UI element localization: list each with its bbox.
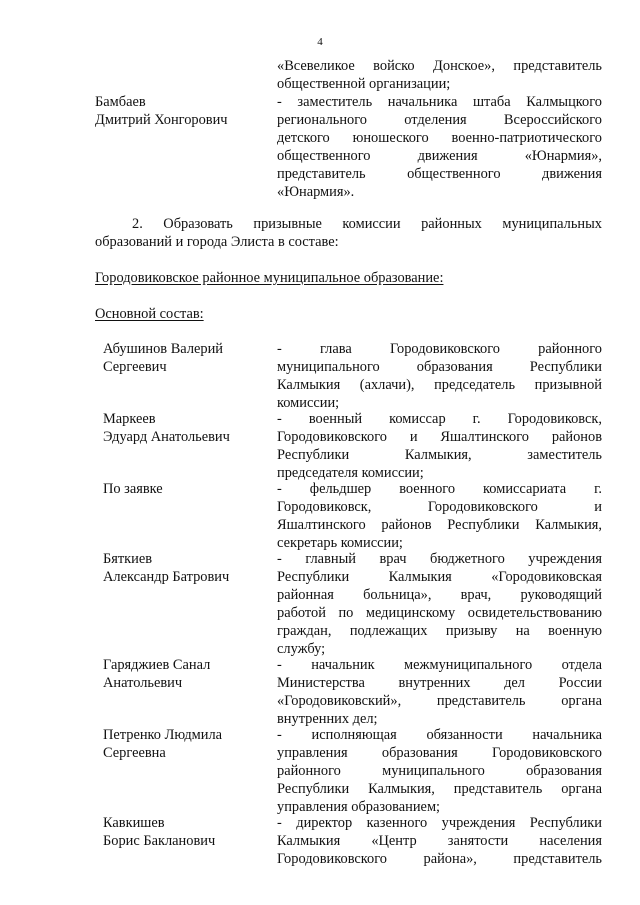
member-role-line: Республики Калмыкия «Городовиковская (277, 569, 602, 585)
member-role-line: - главный врач бюджетного учреждения (277, 551, 602, 567)
member-role-line: Республики Калмыкия, заместитель (277, 447, 602, 463)
item-2-line: образований и города Элиста в составе: (95, 234, 339, 250)
member-role-line: службу; (277, 641, 326, 657)
member-name: Кавкишев (103, 815, 165, 831)
member-role-line: внутренних дел; (277, 711, 378, 727)
member-role-line: Яшалтинского районов Республики Калмыкия, (277, 517, 602, 533)
member-role-line: районного муниципального образования (277, 763, 602, 779)
member-name: Бамбаев (95, 94, 146, 110)
member-role-line: «Городовиковский», представитель органа (277, 693, 602, 709)
member-role-line: «Юнармия». (277, 184, 355, 200)
member-name: Анатольевич (103, 675, 183, 691)
member-role-line: Калмыкия «Центр занятости населения (277, 833, 602, 849)
member-role-line: Городовиковского района», представитель (277, 851, 602, 867)
member-role-line: граждан, подлежащих призыву на военную (277, 623, 602, 639)
member-role-line: работой по медицинскому освидетельствованию (277, 605, 602, 621)
member-name: Маркеев (103, 411, 156, 427)
member-role-line: Министерства внутренних дел России (277, 675, 602, 691)
continuation-line: общественной организации; (277, 76, 451, 92)
member-role-line: - глава Городовиковского районного (277, 341, 602, 357)
member-name: Эдуард Анатольевич (103, 429, 230, 445)
member-role-line: Калмыкия (ахлачи), председатель призывной (277, 377, 602, 393)
member-role-line: представитель общественного движения (277, 166, 602, 182)
member-role-line: - фельдшер военного комиссариата г. (277, 481, 602, 497)
member-role-line: - директор казенного учреждения Республики (277, 815, 602, 831)
member-name: Сергеевна (103, 745, 166, 761)
member-role-line: общественного движения «Юнармия», (277, 148, 602, 164)
member-role-line: Городовиковского и Яшалтинского районов (277, 429, 602, 445)
section-heading: Городовиковское районное муниципальное образование: (95, 270, 444, 286)
item-2-line: 2. Образовать призывные комиссии районных муниципальных (132, 216, 602, 232)
member-role-line: - исполняющая обязанности начальника (277, 727, 602, 743)
member-name: Сергеевич (103, 359, 167, 375)
continuation-line: «Всевеликое войско Донское», представитель (277, 58, 602, 74)
member-role-line: районная больница», врач, руководящий (277, 587, 602, 603)
member-name: Дмитрий Хонгорович (95, 112, 228, 128)
member-name: Борис Бакланович (103, 833, 216, 849)
member-name: Петренко Людмила (103, 727, 223, 743)
member-role-line: - военный комиссар г. Городовиковск, (277, 411, 602, 427)
member-role-line: управления образования Городовиковского (277, 745, 602, 761)
member-role-line: секретарь комиссии; (277, 535, 403, 551)
member-role-line: председателя комиссии; (277, 465, 424, 481)
member-role-line: комиссии; (277, 395, 340, 411)
member-role-line: Республики Калмыкия, представитель органа (277, 781, 602, 797)
member-role-line: управления образованием; (277, 799, 441, 815)
member-name: По заявке (103, 481, 163, 497)
member-role-line: Городовиковск, Городовиковского и (277, 499, 602, 515)
subsection-heading: Основной состав: (95, 306, 204, 322)
member-role-line: - начальник межмуниципального отдела (277, 657, 602, 673)
member-name: Гаряджиев Санал (103, 657, 211, 673)
member-name: Александр Батрович (103, 569, 230, 585)
member-name: Абушинов Валерий (103, 341, 223, 357)
page-number: 4 (317, 36, 323, 48)
member-role-line: детского юношеского военно-патриотического (277, 130, 602, 146)
member-name: Бяткиев (103, 551, 153, 567)
member-role-line: - заместитель начальника штаба Калмыцкого (277, 94, 602, 110)
member-role-line: муниципального образования Республики (277, 359, 602, 375)
member-role-line: регионального отделения Всероссийского (277, 112, 602, 128)
